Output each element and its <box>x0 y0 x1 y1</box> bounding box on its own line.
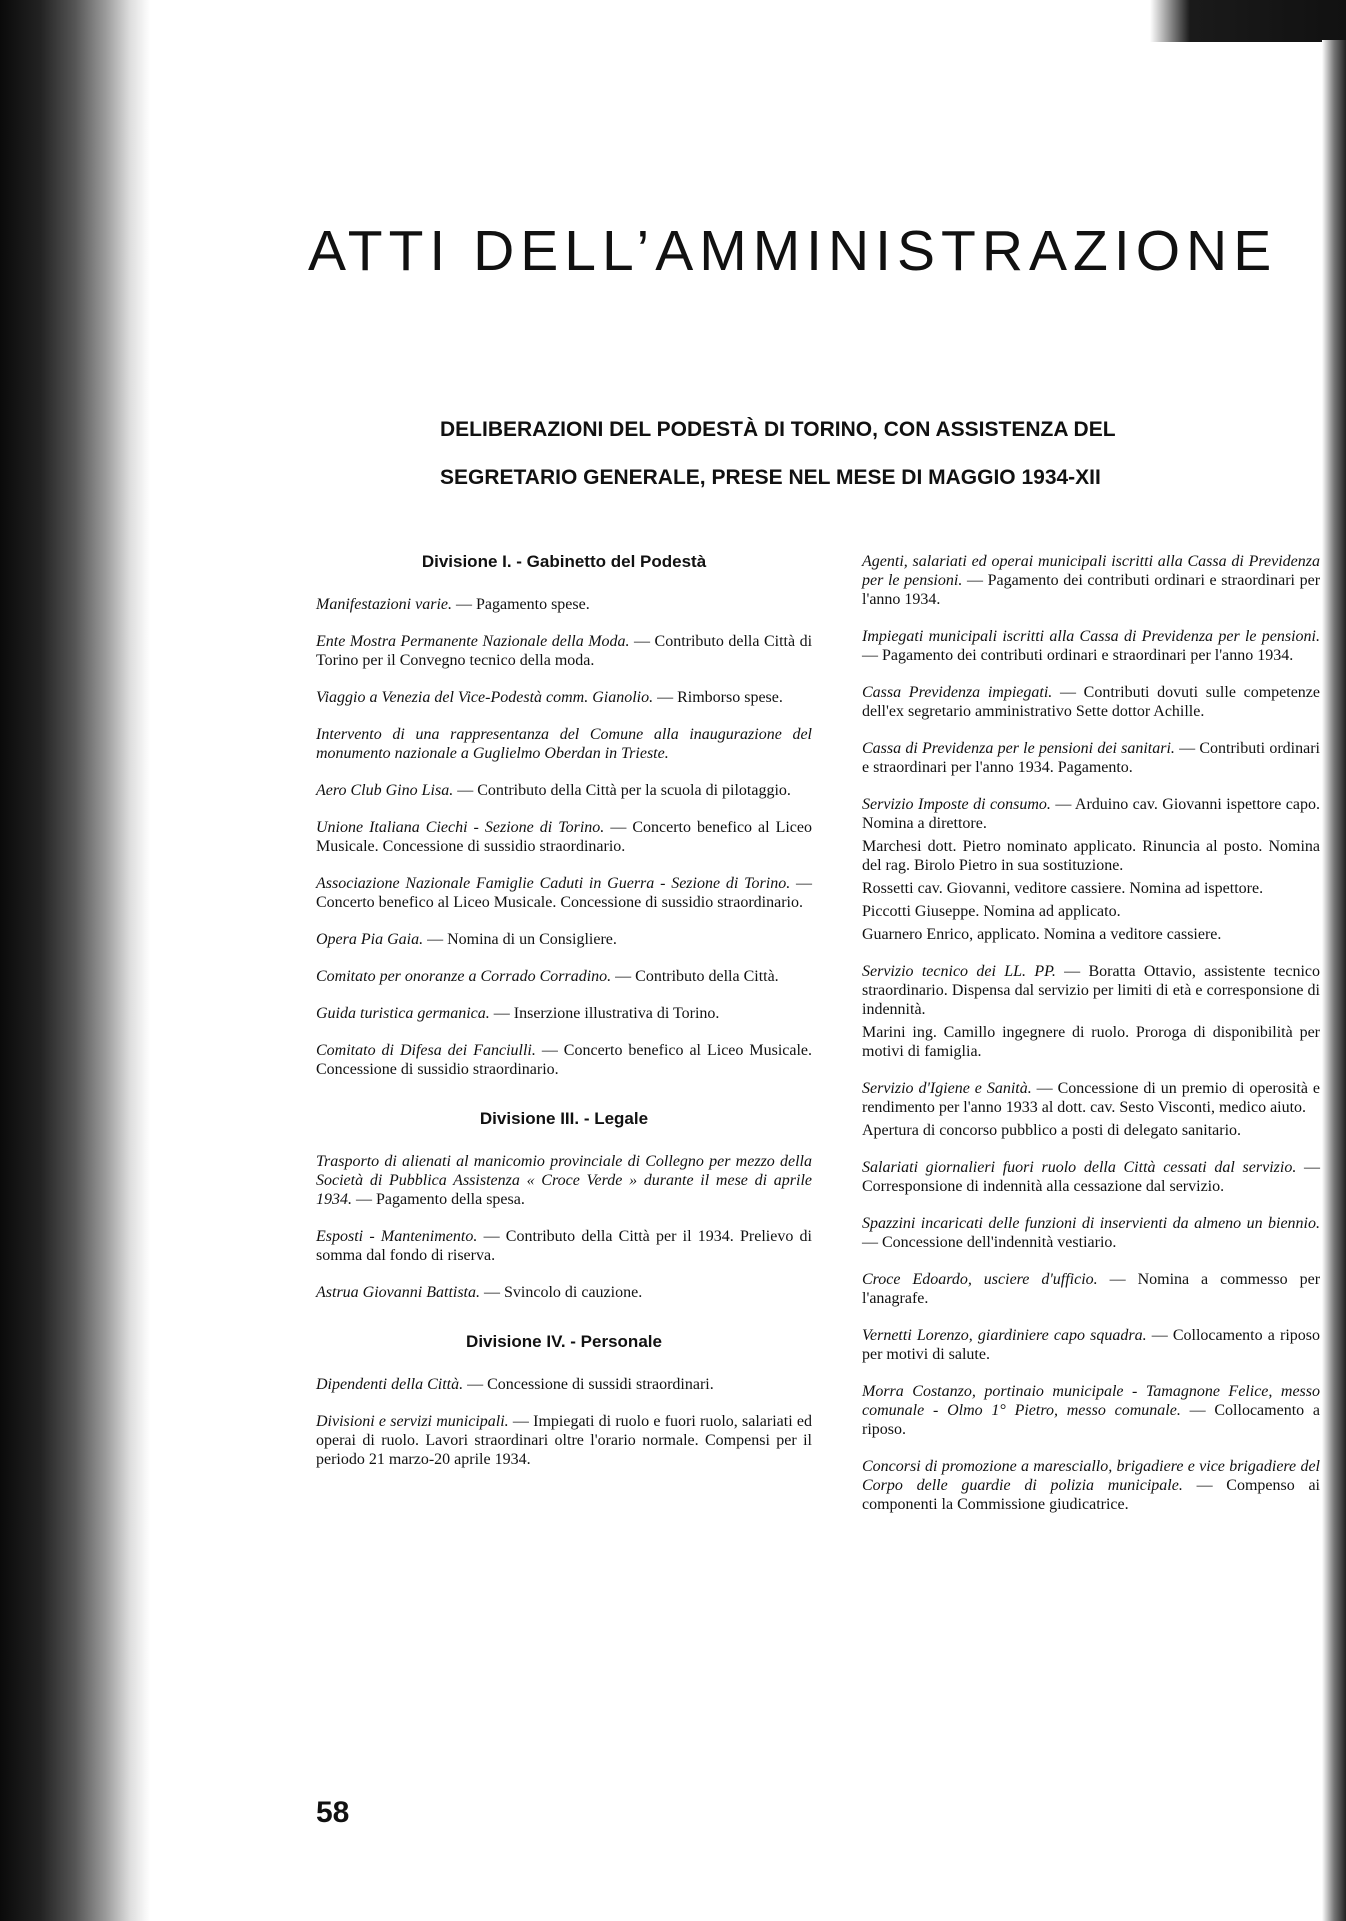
entry-subject: Ente Mostra Permanente Nazionale della Moda. <box>316 633 630 650</box>
entry-subject: Impiegati municipali iscritti alla Cassa di Previdenza per le pensioni. <box>862 628 1320 645</box>
entry-subject: Astrua Giovanni Battista. <box>316 1284 480 1301</box>
left-column <box>316 552 812 1487</box>
entry <box>316 1152 812 1209</box>
entry <box>316 1041 812 1079</box>
entry-subject: Esposti - Mantenimento. <box>316 1228 478 1245</box>
entry <box>862 1270 1320 1308</box>
entry <box>862 795 1320 833</box>
entry-text: — Collocamento a riposo. <box>862 1402 1321 1438</box>
entry <box>862 627 1320 665</box>
entry <box>862 1023 1320 1061</box>
entry-text: — Concessione dell'indennità vestiario. <box>862 1234 1117 1251</box>
entry-subject: Croce Edoardo, usciere d'ufficio. <box>862 1271 1098 1288</box>
entry-text: — Inserzione illustrativa di Torino. <box>493 1005 720 1022</box>
entry <box>862 1214 1320 1252</box>
entry <box>862 552 1320 609</box>
entry-subject: Vernetti Lorenzo, giardiniere capo squadra. <box>862 1327 1147 1344</box>
scan-binding-shadow <box>0 0 150 1921</box>
page-title: ATTI DELL’AMMINISTRAZIONE <box>308 219 1278 283</box>
page-number: 58 <box>316 1796 350 1829</box>
entry-subject: Spazzini incaricati delle funzioni di inservienti da almeno un biennio. <box>862 1215 1320 1232</box>
entry-subject: Aero Club Gino Lisa. <box>316 782 454 799</box>
entry-subject: Divisioni e servizi municipali. <box>316 1413 509 1430</box>
entry-text: — Pagamento della spesa. <box>356 1191 525 1208</box>
entry-subject: Cassa Previdenza impiegati. <box>862 684 1053 701</box>
entry <box>316 967 812 986</box>
entry <box>862 902 1320 921</box>
entry-subject: Opera Pia Gaia. <box>316 931 424 948</box>
entry <box>316 688 812 707</box>
entry <box>862 962 1320 1019</box>
entry-text: — Concerto benefico al Liceo Musicale. Concessione di sussidio straordinario. <box>316 875 812 911</box>
entry <box>316 725 812 763</box>
entry <box>316 1227 812 1265</box>
entry-text: — Compenso ai componenti la Commissione giudicatrice. <box>862 1477 1320 1513</box>
entry-subject: Dipendenti della Città. <box>316 1376 464 1393</box>
personnel-entries <box>862 552 1320 1514</box>
entry <box>316 595 812 614</box>
entry-text: — Contributo della Città per la scuola di pilotaggio. <box>457 782 791 799</box>
division-entries <box>316 595 812 1079</box>
entry-subject: Trasporto di alienati al manicomio provinciale di Collegno per mezzo della Società di Pubblica Assistenza « Croce Verde » durante il mese di aprile 1934. <box>316 1153 812 1208</box>
subtitle <box>440 406 1300 502</box>
entry-text: — Pagamento dei contributi ordinari e straordinari per l'anno 1934. <box>862 572 1321 608</box>
division-entries <box>316 1152 812 1302</box>
entry-text: Rossetti cav. Giovanni, veditore cassiere. Nomina ad ispettore. <box>862 880 1264 897</box>
entry <box>316 632 812 670</box>
entry-text: — Boratta Ottavio, assistente tecnico straordinario. Dispensa dal servizio per limiti di età e corresponsione di indennità. <box>862 963 1320 1018</box>
entry <box>862 739 1320 777</box>
entry <box>862 1382 1320 1439</box>
entry <box>316 1412 812 1469</box>
entry-text: — Collocamento a riposo per motivi di salute. <box>862 1327 1321 1363</box>
entry-subject: Morra Costanzo, portinaio municipale - Tamagnone Felice, messo comunale - Olmo 1° Pietro, messo comunale. <box>862 1383 1320 1419</box>
entry-subject: Servizio tecnico dei LL. PP. <box>862 963 1056 980</box>
entry-subject: Manifestazioni varie. <box>316 596 452 613</box>
entry-subject: Concorsi di promozione a maresciallo, brigadiere e vice brigadiere del Corpo delle guardie di polizia municipale. <box>862 1458 1320 1494</box>
entry-text: — Svincolo di cauzione. <box>484 1284 643 1301</box>
entry-text: — Nomina di un Consigliere. <box>427 931 617 948</box>
subtitle-line-2: SEGRETARIO GENERALE, PRESE NEL MESE DI MAGGIO 1934-XII <box>440 466 1101 489</box>
entry-text: — Nomina a commesso per l'anagrafe. <box>862 1271 1321 1307</box>
division-heading: Divisione I. - Gabinetto del Podestà <box>421 552 707 571</box>
entry-subject: Viaggio a Venezia del Vice-Podestà comm. Gianolio. <box>316 689 654 706</box>
division-heading: Divisione IV. - Personale <box>466 1332 662 1351</box>
entry <box>316 874 812 912</box>
entry-text: — Pagamento spese. <box>455 596 590 613</box>
entry-subject: Cassa di Previdenza per le pensioni dei sanitari. <box>862 740 1175 757</box>
entry-text: Apertura di concorso pubblico a posti di delegato sanitario. <box>862 1122 1242 1139</box>
entry-subject: Servizio Imposte di consumo. <box>862 796 1051 813</box>
entry-text: — Contributo della Città. <box>615 968 779 985</box>
subtitle-line-1: DELIBERAZIONI DEL PODESTÀ DI TORINO, CON ASSISTENZA DEL <box>440 418 1116 441</box>
entry <box>862 925 1320 944</box>
division-heading: Divisione III. - Legale <box>479 1109 649 1128</box>
entry-subject: Agenti, salariati ed operai municipali iscritti alla Cassa di Previdenza per le pensioni. <box>862 553 1320 589</box>
scan-shadow-right <box>1322 40 1346 1921</box>
entry-text: Piccotti Giuseppe. Nomina ad applicato. <box>862 903 1121 920</box>
scan-shadow-top <box>0 0 1346 42</box>
entry <box>862 1457 1320 1514</box>
entry-text: — Concessione di sussidi straordinari. <box>467 1376 714 1393</box>
entry <box>862 1158 1320 1196</box>
right-column <box>862 552 1320 1532</box>
entry-subject: Servizio d'Igiene e Sanità. <box>862 1080 1032 1097</box>
entry <box>316 781 812 800</box>
entry-text: Marini ing. Camillo ingegnere di ruolo. Proroga di disponibilità per motivi di famiglia. <box>862 1024 1320 1060</box>
entry-text: Guarnero Enrico, applicato. Nomina a veditore cassiere. <box>862 926 1222 943</box>
entry-text: — Pagamento dei contributi ordinari e straordinari per l'anno 1934. <box>862 647 1294 664</box>
entry <box>862 1079 1320 1117</box>
entry-subject: Comitato di Difesa dei Fanciulli. <box>316 1042 536 1059</box>
entry-text: — Concessione di un premio di operosità e rendimento per l'anno 1933 al dott. cav. Sesto Visconti, medico aiuto. <box>862 1080 1321 1116</box>
entry-subject: Associazione Nazionale Famiglie Caduti in Guerra - Sezione di Torino. <box>316 875 791 892</box>
entry-subject: Intervento di una rappresentanza del Comune alla inaugurazione del monumento nazionale a Guglielmo Oberdan in Trieste. <box>316 726 812 762</box>
entry <box>316 818 812 856</box>
entry-subject: Comitato per onoranze a Corrado Corradino. <box>316 968 612 985</box>
entry-subject: Guida turistica germanica. <box>316 1005 490 1022</box>
entry-text: — Concerto benefico al Liceo Musicale. Concessione di sussidio straordinario. <box>316 819 813 855</box>
entry <box>316 930 812 949</box>
entry <box>316 1283 812 1302</box>
entry-text: — Contributo della Città di Torino per il Convegno tecnico della moda. <box>316 633 813 669</box>
entry-text: — Concerto benefico al Liceo Musicale. Concessione di sussidio straordinario. <box>316 1042 813 1078</box>
entry-subject: Salariati giornalieri fuori ruolo della Città cessati dal servizio. <box>862 1159 1297 1176</box>
entry-text: — Corresponsione di indennità alla cessazione dal servizio. <box>862 1159 1321 1195</box>
entry <box>862 879 1320 898</box>
entry <box>316 1004 812 1023</box>
entry-text: Marchesi dott. Pietro nominato applicato. Rinuncia al posto. Nomina del rag. Birolo Pietro in sua sostituzione. <box>862 838 1320 874</box>
entry-text: — Contributo della Città per il 1934. Prelievo di somma dal fondo di riserva. <box>316 1228 813 1264</box>
entry <box>862 1121 1320 1140</box>
entry <box>862 1326 1320 1364</box>
entry <box>316 1375 812 1394</box>
entry-text: — Rimborso spese. <box>657 689 783 706</box>
entry-subject: Unione Italiana Ciechi - Sezione di Torino. <box>316 819 605 836</box>
entry-text: — Contributi dovuti sulle competenze dell'ex segretario amministrativo Sette dottor Achille. <box>862 684 1321 720</box>
entry-text: — Contributi ordinari e straordinari per l'anno 1934. Pagamento. <box>862 740 1320 776</box>
entry <box>862 837 1320 875</box>
entry-text: — Impiegati di ruolo e fuori ruolo, salariati ed operai di ruolo. Lavori straordinari oltre l'orario normale. Compensi per il periodo 21 marzo-20 aprile 1934. <box>316 1413 812 1468</box>
entry <box>862 683 1320 721</box>
division-entries <box>316 1375 812 1469</box>
entry-text: — Arduino cav. Giovanni ispettore capo. Nomina a direttore. <box>862 796 1321 832</box>
